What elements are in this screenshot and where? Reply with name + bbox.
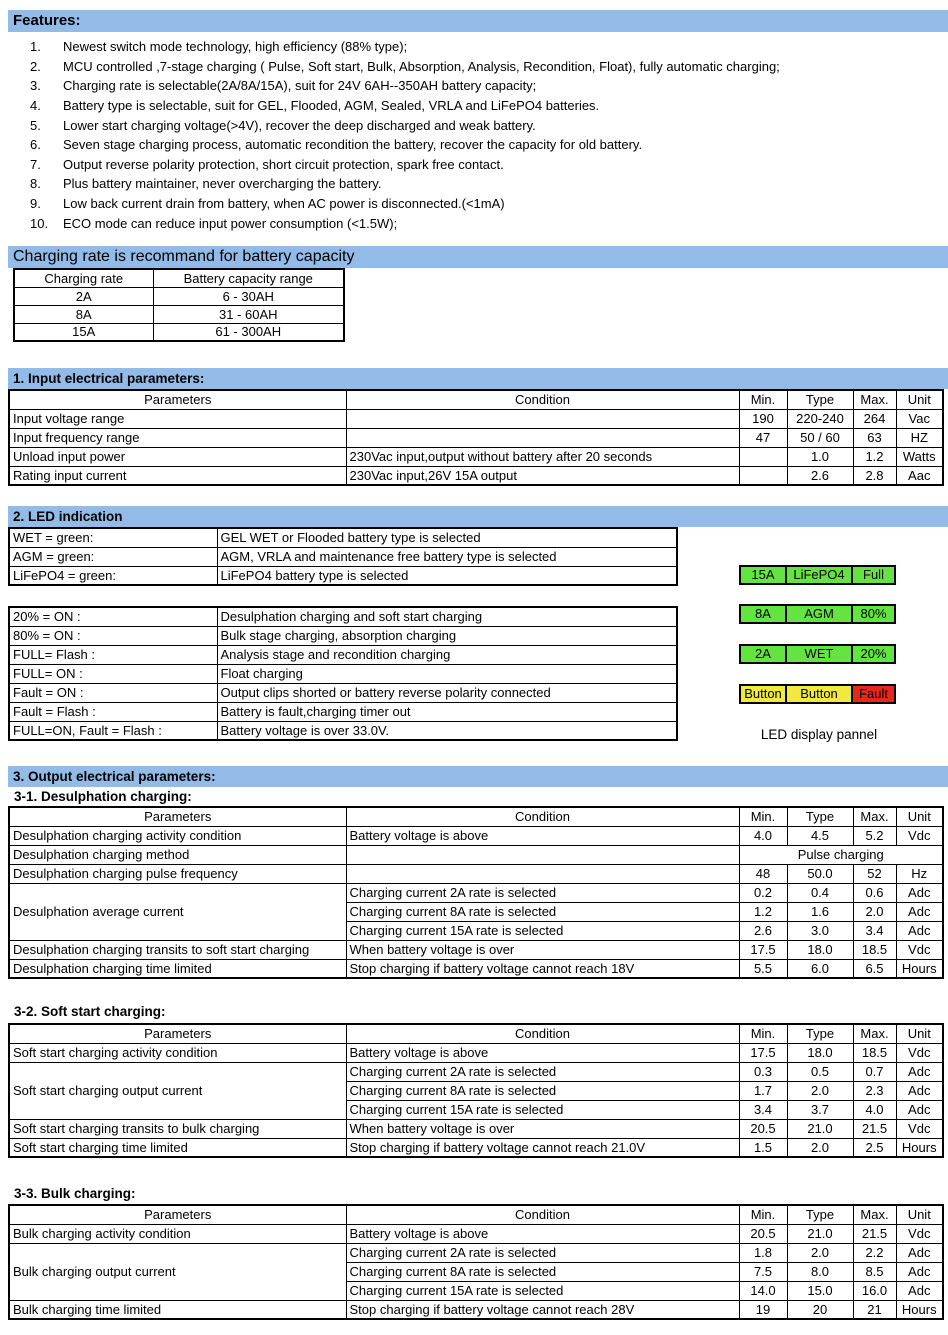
table-cell: FULL= Flash : [9,645,217,664]
table-cell: Hours [896,959,943,978]
table-cell: 1.0 [787,447,853,466]
table-cell [739,466,787,485]
table-cell: 2.0 [787,1138,853,1157]
led-cell-80-: 80% [853,604,896,624]
table-row [9,607,677,626]
table-cell: 1.2 [853,447,896,466]
table-cell: Unload input power [9,447,346,466]
table-cell: Hours [896,1138,943,1157]
table-cell: LiFePO4 = green: [9,566,217,585]
table-cell: Desulphation charging time limited [9,959,346,978]
feature-item [30,76,940,96]
table-cell: Charging current 8A rate is selected [346,1081,739,1100]
table-cell: Bulk stage charging, absorption charging [217,626,677,645]
soft-start-charging-table [8,1023,944,1158]
table-cell: Adc [896,1100,943,1119]
table-cell: Hz [896,864,943,883]
table-cell: 21.5 [853,1224,896,1243]
table-cell: 21.5 [853,1119,896,1138]
table-cell: Bulk charging activity condition [9,1224,346,1243]
table-cell: 14.0 [739,1281,787,1300]
feature-item [30,213,940,233]
column-header: Parameters [9,1205,346,1224]
table-cell: 4.0 [739,826,787,845]
table-cell: 0.2 [739,883,787,902]
table-cell: 18.0 [787,1043,853,1062]
column-header: Type [787,807,853,826]
table-cell: Desulphation charging and soft start charging [217,607,677,626]
feature-text: ECO mode can reduce input power consumption (<1.5W); [63,215,398,231]
table-header-row [9,807,943,826]
table-cell: 1.7 [739,1081,787,1100]
feature-item [30,37,940,57]
table-cell: 20.5 [739,1224,787,1243]
table [8,1204,944,1320]
table-header-row [9,1024,943,1043]
led-battery-type-table [8,527,678,586]
table-cell: 230Vac input,26V 15A output [346,466,739,485]
charging-rate-header: Charging rate is recommand for battery capacity [8,246,948,268]
led-cell-wet: WET [787,644,853,664]
table-cell: 230Vac input,output without battery after 20 seconds [346,447,739,466]
feature-number: 5. [30,117,41,133]
table-cell: Adc [896,1262,943,1281]
feature-item [30,115,940,135]
column-header: Condition [346,390,739,409]
table-cell: 2.2 [853,1243,896,1262]
feature-number: 8. [30,176,41,192]
table-cell: Charging current 8A rate is selected [346,902,739,921]
table-cell: AGM = green: [9,547,217,566]
table-cell: 1.2 [739,902,787,921]
feature-text: Seven stage charging process, automatic recondition the battery, recover the capacity for old battery. [63,137,643,153]
feature-number: 3. [30,78,41,94]
table-cell: LiFePO4 battery type is selected [217,566,677,585]
table-cell: 2.0 [853,902,896,921]
table-cell: Vac [896,409,943,428]
table-cell: Vdc [896,1043,943,1062]
table-header-row [14,269,344,287]
column-header: Type [787,1205,853,1224]
table-cell: 8.5 [853,1262,896,1281]
table-cell: 220-240 [787,409,853,428]
table-row [9,447,943,466]
led-indication-header: 2. LED indication [8,506,948,527]
table-cell: 21.0 [787,1224,853,1243]
table-cell: Aac [896,466,943,485]
table [8,1023,944,1158]
table-cell: 4.5 [787,826,853,845]
desulphation-charging-table [8,806,944,979]
table-cell: 47 [739,428,787,447]
table-cell: 15A [14,323,153,341]
feature-item [30,174,940,194]
table-cell: HZ [896,428,943,447]
led-panel-row [739,565,896,585]
table-cell: Charging current 15A rate is selected [346,921,739,940]
table-cell: Adc [896,883,943,902]
table-cell: 63 [853,428,896,447]
table-cell: Pulse charging [739,845,943,864]
table-cell: 4.0 [853,1100,896,1119]
feature-text: MCU controlled ,7-stage charging ( Pulse, Soft start, Bulk, Absorption, Analysis, Recondition, Float), fully automatic charging; [63,58,780,74]
table-row [14,287,344,305]
table-cell: Charging current 8A rate is selected [346,1262,739,1281]
table-row [9,1300,943,1319]
table-row [9,721,677,740]
table-cell: Soft start charging activity condition [9,1043,346,1062]
table-cell: 52 [853,864,896,883]
table-cell: 0.5 [787,1062,853,1081]
led-panel-row [739,644,896,664]
table-cell: Fault = ON : [9,683,217,702]
led-panel-caption: LED display pannel [760,727,878,742]
table-cell: Vdc [896,826,943,845]
table-cell: Battery voltage is above [346,826,739,845]
column-header: Min. [739,390,787,409]
input-params-table [8,389,944,486]
table-header-row [9,390,943,409]
table-cell: Rating input current [9,466,346,485]
table-cell: 2.8 [853,466,896,485]
led-cell-fault: Fault [853,684,896,704]
output-params-header: 3. Output electrical parameters: [8,766,948,787]
feature-text: Low back current drain from battery, when AC power is disconnected.(<1mA) [63,196,505,212]
table-cell: Adc [896,1062,943,1081]
table-cell: 2.0 [787,1243,853,1262]
table-cell: 19 [739,1300,787,1319]
table-cell: Stop charging if battery voltage cannot reach 21.0V [346,1138,739,1157]
table-row [9,664,677,683]
led-cell-15a: 15A [739,565,787,585]
table-cell: Output clips shorted or battery reverse polarity connected [217,683,677,702]
table-cell: 1.6 [787,902,853,921]
column-header: Battery capacity range [153,269,344,287]
table-cell [739,447,787,466]
feature-number: 9. [30,196,41,212]
table-cell: 20% = ON : [9,607,217,626]
table-cell: 6.5 [853,959,896,978]
table [8,806,944,979]
feature-text: Charging rate is selectable(2A/8A/15A), suit for 24V 6AH--350AH battery capacity; [63,78,537,94]
subsection-title-bulk: 3-3. Bulk charging: [14,1186,136,1201]
table [13,268,345,342]
led-cell-20-: 20% [853,644,896,664]
table-cell [346,864,739,883]
bulk-charging-table [8,1204,944,1320]
table-row [9,1119,943,1138]
table-cell: 0.3 [739,1062,787,1081]
table-row [14,305,344,323]
table-cell: 15.0 [787,1281,853,1300]
table-cell: 21 [853,1300,896,1319]
table-cell: Desulphation charging pulse frequency [9,864,346,883]
led-cell-button: Button [787,684,853,704]
table-cell: 21.0 [787,1119,853,1138]
column-header: Unit [896,807,943,826]
column-header: Min. [739,807,787,826]
table-cell: Charging current 2A rate is selected [346,1243,739,1262]
charging-rate-table [13,268,345,342]
table-cell: 7.5 [739,1262,787,1281]
table-cell: 264 [853,409,896,428]
table-row [9,428,943,447]
table-cell: 18.5 [853,1043,896,1062]
table-cell: 0.6 [853,883,896,902]
column-header: Max. [853,1205,896,1224]
table-cell: WET = green: [9,528,217,547]
table-cell: 18.0 [787,940,853,959]
led-cell-2a: 2A [739,644,787,664]
feature-number: 2. [30,58,41,74]
table-cell: Stop charging if battery voltage cannot reach 28V [346,1300,739,1319]
table-cell: Bulk charging time limited [9,1300,346,1319]
table [8,389,944,486]
table-cell: 1.5 [739,1138,787,1157]
table-cell: 2.5 [853,1138,896,1157]
table-cell: FULL=ON, Fault = Flash : [9,721,217,740]
table-cell: Input frequency range [9,428,346,447]
feature-text: Plus battery maintainer, never overcharging the battery. [63,176,382,192]
table-cell: Charging current 2A rate is selected [346,1062,739,1081]
table-cell: 61 - 300AH [153,323,344,341]
table-cell: Soft start charging output current [9,1062,346,1119]
table-cell: Adc [896,1081,943,1100]
table-cell: Vdc [896,1224,943,1243]
led-panel-row [739,684,896,704]
table-cell: 5.2 [853,826,896,845]
table-cell [346,409,739,428]
table-cell: 2.6 [739,921,787,940]
table-cell: Desulphation charging activity condition [9,826,346,845]
table-cell: 190 [739,409,787,428]
feature-number: 7. [30,156,41,172]
table-row [9,528,677,547]
table-cell: Input voltage range [9,409,346,428]
table-cell: Vdc [896,940,943,959]
feature-text: Output reverse polarity protection, short circuit protection, spark free contact. [63,156,504,172]
column-header: Unit [896,390,943,409]
table-cell: Adc [896,921,943,940]
table-cell: 8A [14,305,153,323]
feature-item [30,194,940,214]
table-header-row [9,1205,943,1224]
table-cell: Watts [896,447,943,466]
feature-item [30,155,940,175]
feature-item [30,135,940,155]
table-row [9,547,677,566]
table-cell: When battery voltage is over [346,1119,739,1138]
table-cell: 0.4 [787,883,853,902]
column-header: Unit [896,1024,943,1043]
table-cell: Battery is fault,charging timer out [217,702,677,721]
table-cell: 6.0 [787,959,853,978]
column-header: Condition [346,1205,739,1224]
column-header: Condition [346,1024,739,1043]
table-cell: Soft start charging transits to bulk charging [9,1119,346,1138]
feature-number: 6. [30,137,41,153]
table [8,606,678,741]
table-cell: Desulphation charging method [9,845,346,864]
table-cell: 48 [739,864,787,883]
table-cell: 3.4 [739,1100,787,1119]
table-row [9,1224,943,1243]
table-cell: Charging current 15A rate is selected [346,1281,739,1300]
column-header: Min. [739,1205,787,1224]
table-cell: Analysis stage and recondition charging [217,645,677,664]
table-cell [346,845,739,864]
subsection-title-desulphation: 3-1. Desulphation charging: [14,789,192,804]
table-row [14,323,344,341]
column-header: Type [787,390,853,409]
table-cell: Charging current 2A rate is selected [346,883,739,902]
led-cell-full: Full [853,565,896,585]
feature-item [30,96,940,116]
column-header: Type [787,1024,853,1043]
table [8,527,678,586]
table-cell: Adc [896,1243,943,1262]
table-row [9,409,943,428]
column-header: Unit [896,1205,943,1224]
column-header: Max. [853,807,896,826]
table-cell: 18.5 [853,940,896,959]
table-row [9,959,943,978]
subsection-title-soft-start: 3-2. Soft start charging: [14,1004,166,1019]
led-cell-lifepo4: LiFePO4 [787,565,853,585]
led-panel-row [739,604,896,624]
feature-text: Battery type is selectable, suit for GEL, Flooded, AGM, Sealed, VRLA and LiFePO4 batteries. [63,98,600,114]
table-row [9,883,943,902]
led-status-table [8,606,678,741]
table-cell: Fault = Flash : [9,702,217,721]
table-cell: 3.4 [853,921,896,940]
table-row [9,566,677,585]
table-row [9,645,677,664]
table-row [9,466,943,485]
table-cell: 6 - 30AH [153,287,344,305]
table-cell: Charging current 15A rate is selected [346,1100,739,1119]
table-cell: When battery voltage is over [346,940,739,959]
table-cell: 5.5 [739,959,787,978]
features-list [30,37,940,233]
table-row [9,940,943,959]
table-cell: 3.0 [787,921,853,940]
table-cell: Bulk charging output current [9,1243,346,1300]
column-header: Parameters [9,390,346,409]
table-cell: 50 / 60 [787,428,853,447]
table-cell: 2A [14,287,153,305]
table-cell: Desulphation average current [9,883,346,940]
table-row [9,683,677,702]
column-header: Max. [853,390,896,409]
table-cell: Battery voltage is above [346,1224,739,1243]
table-row [9,1138,943,1157]
table-cell [346,428,739,447]
table-cell: 1.8 [739,1243,787,1262]
feature-text: Newest switch mode technology, high efficiency (88% type); [63,39,408,55]
table-row [9,1062,943,1081]
table-cell: 20 [787,1300,853,1319]
table-cell: 2.0 [787,1081,853,1100]
features-header: Features: [8,10,948,32]
table-cell: 3.7 [787,1100,853,1119]
table-row [9,1043,943,1062]
table-cell: Battery voltage is above [346,1043,739,1062]
table-row [9,626,677,645]
feature-item [30,57,940,77]
led-cell-agm: AGM [787,604,853,624]
table-row [9,826,943,845]
column-header: Max. [853,1024,896,1043]
table-cell: 16.0 [853,1281,896,1300]
table-cell: AGM, VRLA and maintenance free battery type is selected [217,547,677,566]
table-cell: 31 - 60AH [153,305,344,323]
feature-number: 4. [30,98,41,114]
table-cell: 8.0 [787,1262,853,1281]
column-header: Condition [346,807,739,826]
table-cell: FULL= ON : [9,664,217,683]
input-params-header: 1. Input electrical parameters: [8,368,948,389]
table-cell: 17.5 [739,1043,787,1062]
table-cell: Float charging [217,664,677,683]
table-cell: Vdc [896,1119,943,1138]
table-cell: 80% = ON : [9,626,217,645]
table-cell: 2.6 [787,466,853,485]
table-row [9,1243,943,1262]
table-row [9,864,943,883]
table-cell: 17.5 [739,940,787,959]
table-row [9,845,943,864]
led-cell-button: Button [739,684,787,704]
table-cell: GEL WET or Flooded battery type is selected [217,528,677,547]
table-cell: Adc [896,902,943,921]
table-cell: Desulphation charging transits to soft start charging [9,940,346,959]
table-cell: Hours [896,1300,943,1319]
table-cell: 20.5 [739,1119,787,1138]
table-row [9,702,677,721]
column-header: Min. [739,1024,787,1043]
column-header: Parameters [9,807,346,826]
feature-text: Lower start charging voltage(>4V), recover the deep discharged and weak battery. [63,117,536,133]
column-header: Charging rate [14,269,153,287]
table-cell: Soft start charging time limited [9,1138,346,1157]
table-cell: Battery voltage is over 33.0V. [217,721,677,740]
column-header: Parameters [9,1024,346,1043]
led-cell-8a: 8A [739,604,787,624]
table-cell: 2.3 [853,1081,896,1100]
table-cell: 0.7 [853,1062,896,1081]
table-cell: Adc [896,1281,943,1300]
feature-number: 10. [30,215,49,231]
table-cell: 50.0 [787,864,853,883]
feature-number: 1. [30,39,41,55]
table-cell: Stop charging if battery voltage cannot reach 18V [346,959,739,978]
